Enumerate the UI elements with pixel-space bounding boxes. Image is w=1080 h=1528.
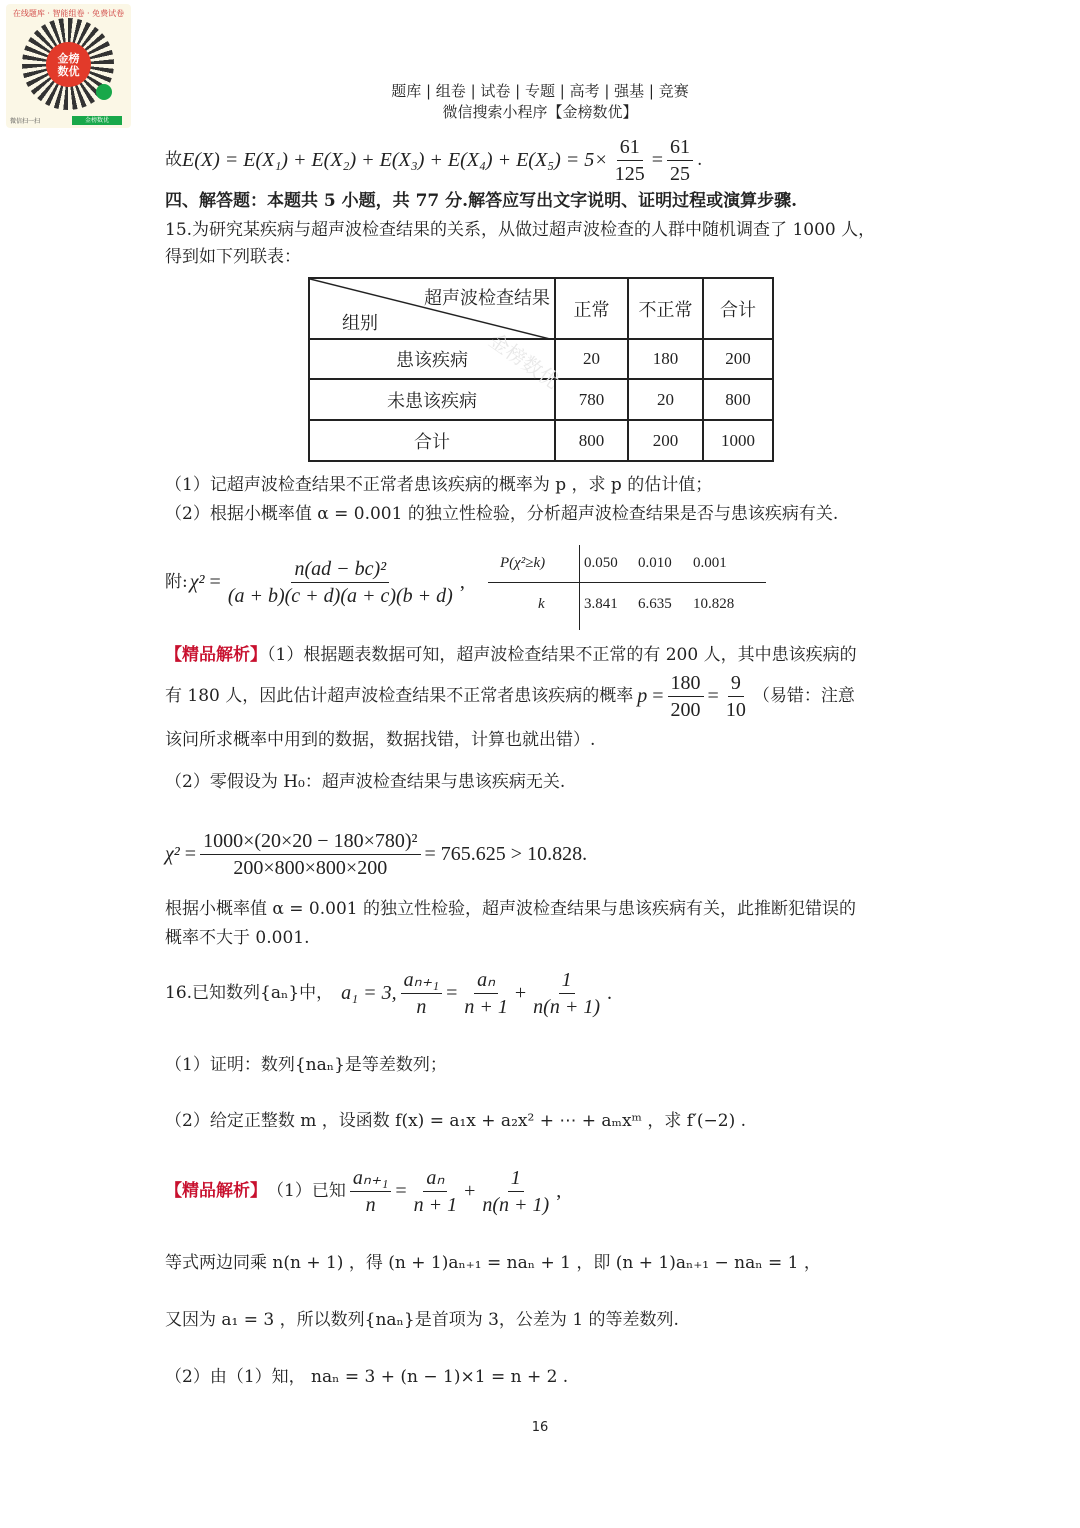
k-value: 3.841 xyxy=(584,596,618,612)
p-value: 0.001 xyxy=(693,555,727,571)
logo-brand-badge: 金榜数优 xyxy=(72,116,122,125)
q16-sol-f3-num: 1 xyxy=(508,1167,524,1192)
expect-expression: E(X) = E(X₁) + E(X₂) + E(X₃) + E(X₄) + E(X₅) = 5× xyxy=(182,149,608,171)
q16-part2: （2）给定正整数 m ，设函数 f(x) = a₁x + a₂x² + ⋯ + aₘxᵐ ，求 f′(−2) . xyxy=(165,1111,747,1131)
q16-f3-num: 1 xyxy=(559,969,575,994)
table-cell: 800 xyxy=(555,420,628,461)
q16-sol-fraction-3 xyxy=(479,1167,552,1216)
q15-solution-line3: 该问所求概率中用到的数据，数据找错，计算也就出错）. xyxy=(165,730,596,750)
expect-period: . xyxy=(697,150,703,170)
table-cell: 780 xyxy=(555,379,628,420)
q16-initial: a₁ = 3, xyxy=(341,982,397,1004)
solution-tag: 【精品解析】 xyxy=(165,1181,267,1201)
table-cell: 1000 xyxy=(703,420,773,461)
q16-sol-f2-den: n + 1 xyxy=(413,1193,458,1216)
chi-calc-numerator: 1000×(20×20 − 180×780)² xyxy=(200,830,420,855)
table-corner-cell xyxy=(309,278,555,339)
probability-fraction-2 xyxy=(723,672,749,721)
chi-square-calculation: χ² = $\frac{\text{1000×(20×20 − 180×780)²}}{200\times 800\times 800\times 200}$ = 765.625 > 10.828. xyxy=(165,829,588,879)
table-cell: 20 xyxy=(555,339,628,379)
chi-calc-denominator: 200×800×800×200 xyxy=(233,856,388,879)
q16-f2-den: n + 1 xyxy=(464,995,508,1018)
q16-part1: （1）证明：数列{naₙ}是等差数列； xyxy=(165,1055,447,1075)
q16-sol-fraction-2 xyxy=(411,1167,461,1216)
chi-square-formula: 附: χ² = $\frac{\text{n(ad − bc)²}}{(a + b)(c + d)(a + c)(b + d)}$ , xyxy=(165,557,465,607)
corner-top-label: 超声波检查结果 xyxy=(424,288,550,309)
q16-f2-num: aₙ xyxy=(474,969,498,994)
table-header: 正常 xyxy=(555,278,628,339)
q16-sol-f1-den: n xyxy=(365,1193,376,1216)
expect-fraction-1 xyxy=(612,136,648,185)
f2-numerator: 61 xyxy=(667,136,693,161)
table-cell: 200 xyxy=(703,339,773,379)
q16-sol-f1-num: aₙ₊₁ xyxy=(350,1167,391,1192)
table-cell: 20 xyxy=(628,379,703,420)
expect-equals: = xyxy=(651,149,664,171)
corner-bottom-label: 组别 xyxy=(342,313,378,334)
prob-numerator: 180 xyxy=(668,672,704,697)
q16-f1-num: aₙ₊₁ xyxy=(401,969,442,994)
critical-value-table xyxy=(488,545,768,630)
k-label: k xyxy=(538,596,545,612)
k-value: 10.828 xyxy=(693,596,735,612)
f1-denominator: 125 xyxy=(614,162,645,185)
table-header: 不正常 xyxy=(628,278,703,339)
q16-f1-den: n xyxy=(416,995,427,1018)
q16-fraction-3 xyxy=(530,969,603,1018)
expectation-line xyxy=(165,135,702,185)
f1-numerator: 61 xyxy=(617,136,643,161)
q15-part2: （2）根据小概率值 α = 0.001 的独立性检验，分析超声波检查结果是否与患该疾病有关. xyxy=(165,504,839,524)
q15-solution-line2: 有 180 人，因此估计超声波检查结果不正常者患该疾病的概率 p = $\frac{180}{200}$ = $\frac{9}{10}$ （易错：注意 xyxy=(165,671,855,721)
chi-calc-fraction xyxy=(200,830,420,879)
f2-denominator: 25 xyxy=(670,162,691,185)
q15-conclusion-line2: 概率不大于 0.001. xyxy=(165,928,310,948)
logo-center-line2: 数优 xyxy=(57,64,80,78)
chi-formula-denominator: (a + b)(c + d)(a + c)(b + d) xyxy=(227,584,453,607)
table-row xyxy=(309,420,773,461)
q15-solution-line4: （2）零假设为 H₀：超声波检查结果与患该疾病无关. xyxy=(165,772,566,792)
chi-formula-fraction xyxy=(225,558,456,607)
q15-line1: 15.为研究某疾病与超声波检查结果的关系，从做过超声波检查的人群中随机调查了 1000 人， xyxy=(165,220,876,240)
chi-formula-numerator: n(ad − bc)² xyxy=(291,558,389,583)
sol1-text-c: （易错：注意 xyxy=(752,686,855,706)
q16-f3-den: n(n + 1) xyxy=(533,995,600,1018)
probability-fraction-1 xyxy=(668,672,704,721)
page-number: 16 xyxy=(531,1420,549,1435)
row-label: 合计 xyxy=(309,420,555,461)
chi-calc-result: = 765.625 > 10.828. xyxy=(424,843,588,865)
logo-scan-text: 微信扫一扫 xyxy=(10,118,41,125)
prob2-denominator: 10 xyxy=(725,698,746,721)
p-value: 0.010 xyxy=(638,555,672,571)
q16-solution-line3: 又因为 a₁ = 3 ，所以数列{naₙ}是首项为 3，公差为 1 的等差数列. xyxy=(165,1310,679,1330)
k-value: 6.635 xyxy=(638,596,672,612)
table-header: 合计 xyxy=(703,278,773,339)
solution-tag: 【精品解析】 xyxy=(165,645,267,665)
q16-sol-f3-den: n(n + 1) xyxy=(482,1193,550,1216)
q16-solution-line2: 等式两边同乘 n(n + 1) ，得 (n + 1)aₙ₊₁ = naₙ + 1 ，即 (n + 1)aₙ₊₁ − naₙ = 1 ， xyxy=(165,1253,821,1273)
q16-solution-line4: （2）由（1）知， naₙ = 3 + (n − 1)×1 = n + 2 . xyxy=(165,1367,569,1387)
table-cell: 200 xyxy=(628,420,703,461)
header-search: 微信搜索小程序【金榜数优】 xyxy=(442,103,638,121)
header-nav: 题库 | 组卷 | 试卷 | 专题 | 高考 | 强基 | 竞赛 xyxy=(391,82,689,100)
table-cell: 180 xyxy=(628,339,703,379)
q16-stem: 16.已知数列{aₙ}中， a₁ = 3, $\frac{\text{aₙ₊₁}}{n}$ = $\frac{\text{aₙ}}{n + 1}$ + $\frac{1}{n(n + 1)}$ . xyxy=(165,968,612,1018)
q16-stem-text: 16.已知数列{aₙ}中， xyxy=(165,983,334,1003)
q16-fraction-1 xyxy=(401,969,442,1018)
q16-sol-f2-num: aₙ xyxy=(423,1167,447,1192)
q15-conclusion-line1: 根据小概率值 α = 0.001 的独立性检验，超声波检查结果与患该疾病有关，此推断犯错误的 xyxy=(165,899,857,919)
q16-sol-prefix: （1）已知 xyxy=(267,1181,346,1201)
section-four-heading: 四、解答题：本题共 5 小题，共 77 分.解答应写出文字说明、证明过程或演算步骤. xyxy=(165,191,797,211)
table-row xyxy=(309,379,773,420)
p-label: P(χ²≥k) xyxy=(500,555,546,571)
row-label: 未患该疾病 xyxy=(309,379,555,420)
sol1-text-b: 有 180 人，因此估计超声波检查结果不正常者患该疾病的概率 xyxy=(165,686,634,706)
q15-solution-line1 xyxy=(165,644,857,666)
watermark: 金榜数优 xyxy=(484,327,564,394)
q16-solution-line1: 【精品解析】 （1）已知 $\frac{\text{aₙ₊₁}}{n}$ = $\frac{\text{aₙ}}{n + 1}$ + $\frac{1}{n(n + 1)}$ , xyxy=(165,1166,562,1216)
q16-sol-fraction-1 xyxy=(350,1167,391,1216)
table-cell: 800 xyxy=(703,379,773,420)
q15-part1: （1）记超声波检查结果不正常者患该疾病的概率为 p ，求 p 的估计值； xyxy=(165,475,713,495)
logo-arc-text: 在线题库 · 智能组卷 · 免费试卷 xyxy=(12,9,125,18)
prob-denominator: 200 xyxy=(670,698,701,721)
sol1-text-a: （1）根据题表数据可知，超声波检查结果不正常的有 200 人，其中患该疾病的 xyxy=(267,645,857,665)
logo-center-line1: 金榜 xyxy=(57,51,80,65)
p-value: 0.050 xyxy=(584,555,618,571)
attach-label: 附: xyxy=(165,572,188,592)
expect-prefix: 故 xyxy=(165,150,182,170)
expect-fraction-2 xyxy=(667,136,693,185)
q15-line2: 得到如下列联表： xyxy=(165,247,301,267)
q16-fraction-2 xyxy=(461,969,511,1018)
row-label: 患该疾病 xyxy=(309,339,555,379)
prob2-numerator: 9 xyxy=(728,672,744,697)
table-row xyxy=(309,339,773,379)
contingency-table xyxy=(308,277,774,462)
